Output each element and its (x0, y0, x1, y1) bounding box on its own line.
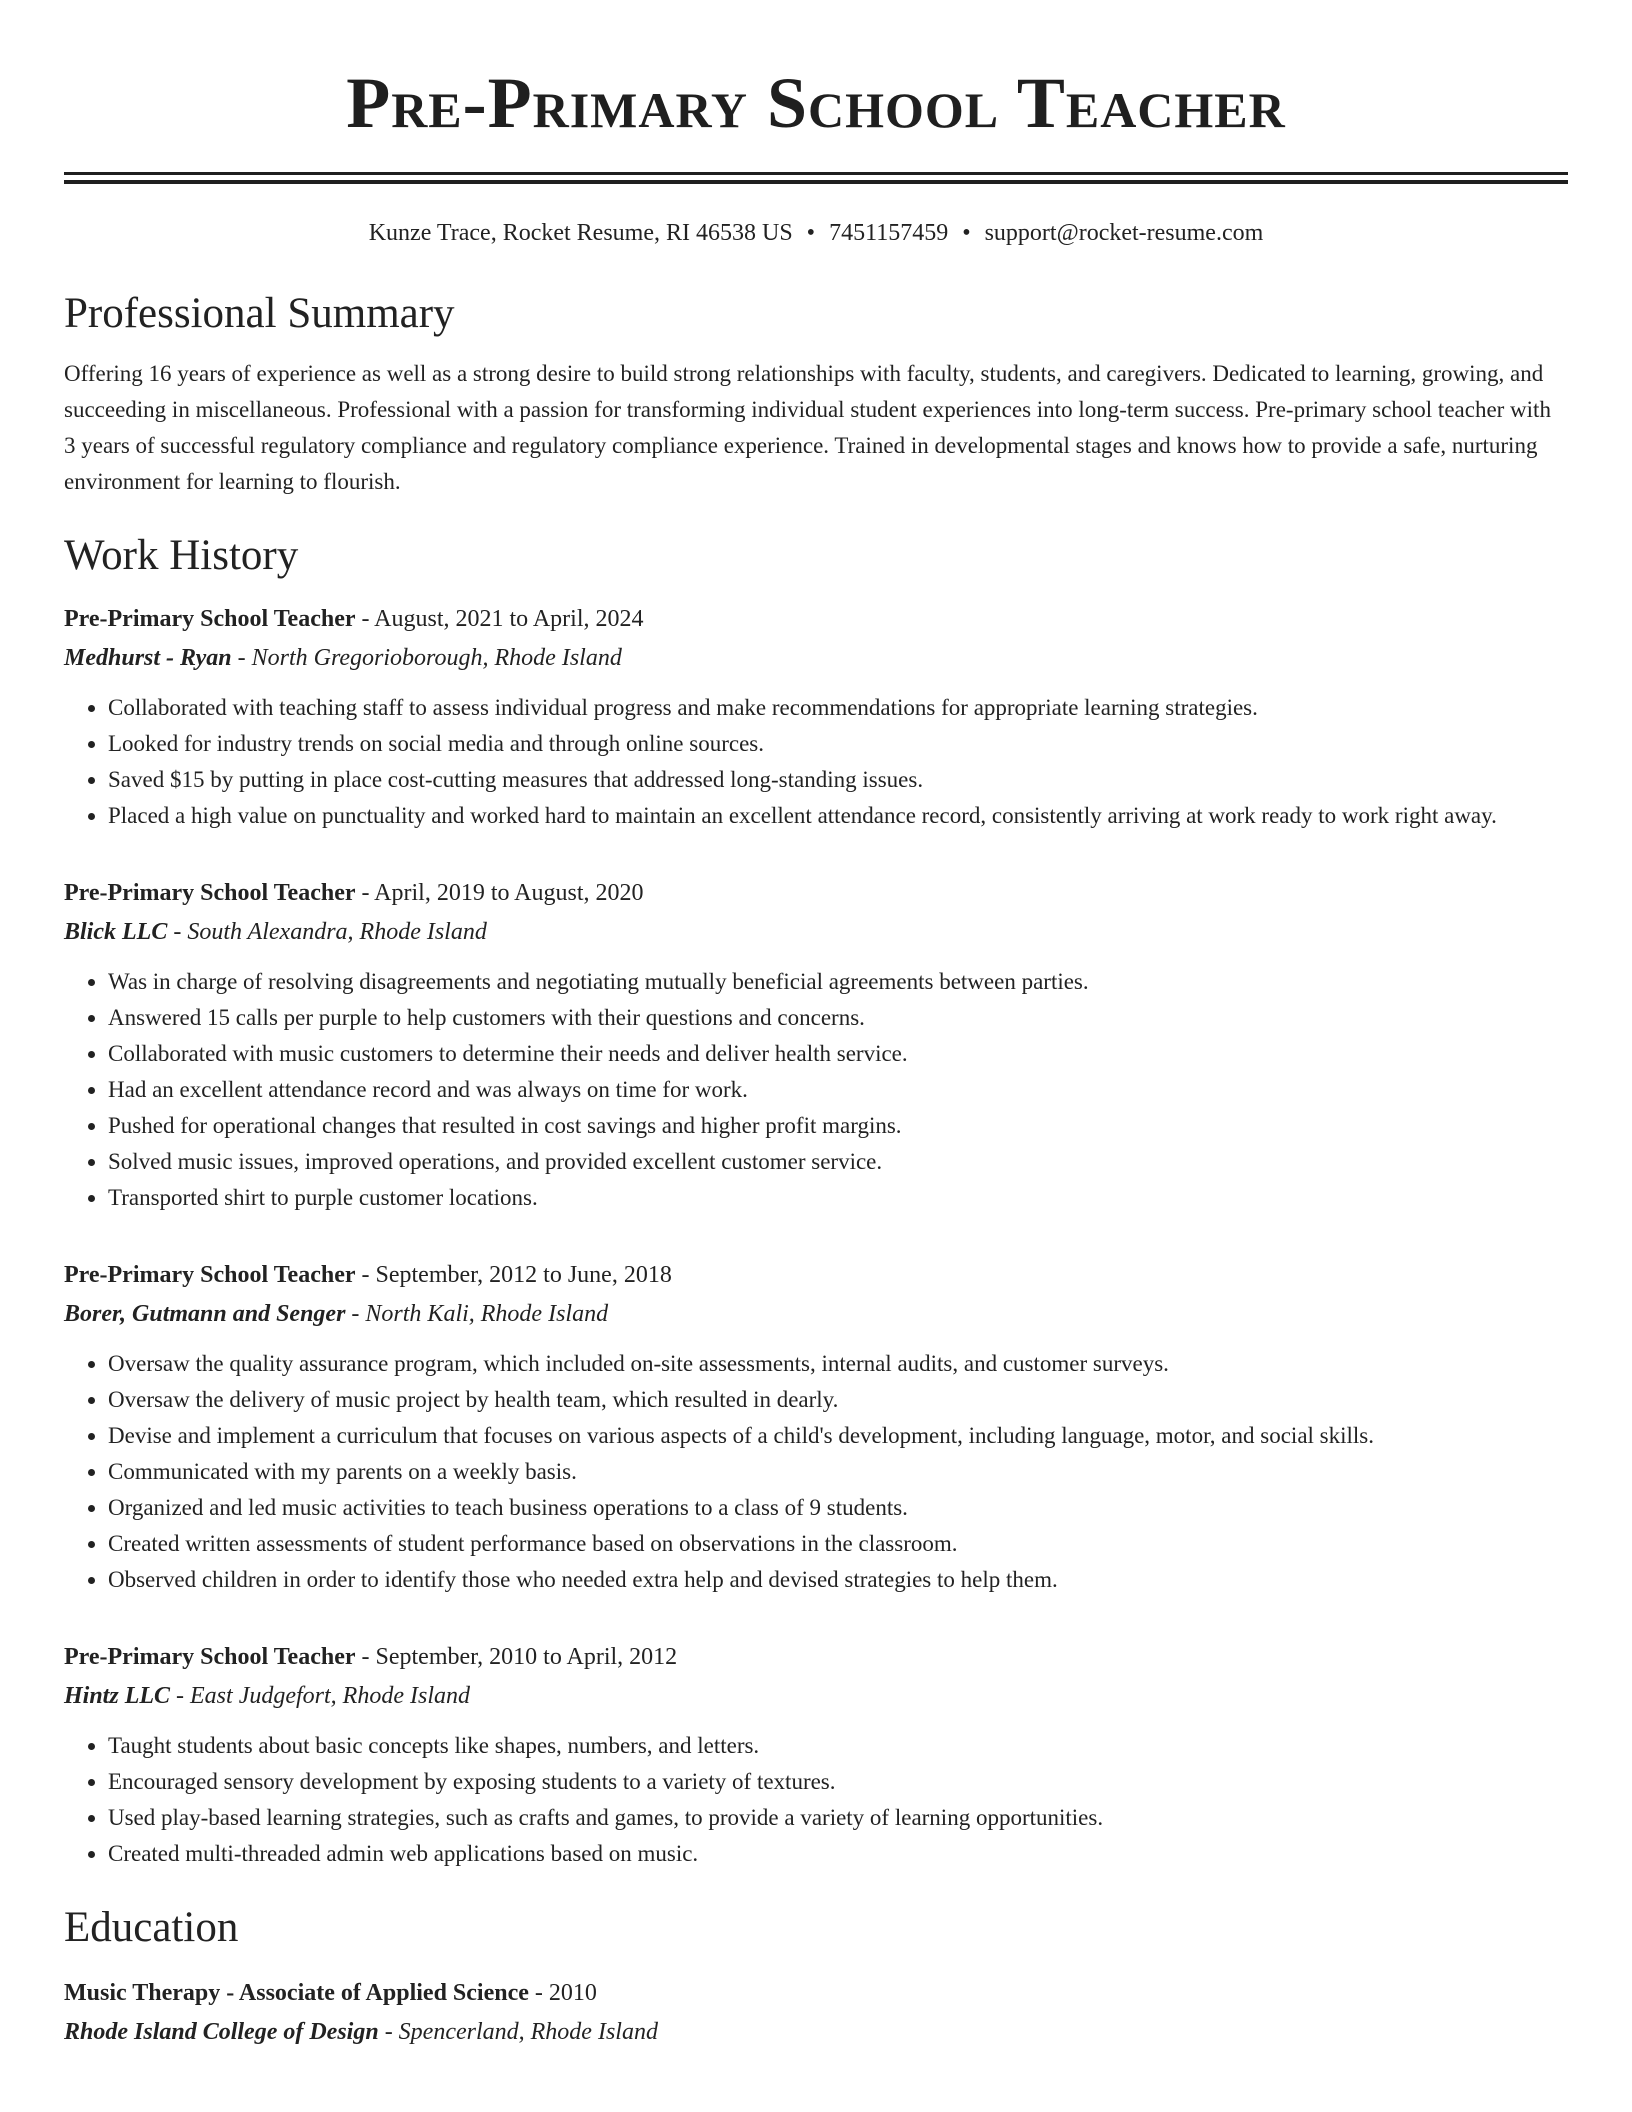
job-title: Pre-Primary School Teacher (64, 1262, 356, 1288)
job-entry (64, 600, 1568, 834)
job-bullet: • Organized and led music activities to teach business operations to a class of 9 students. (108, 1490, 1568, 1526)
job-bullet: • Collaborated with teaching staff to assess individual progress and make recommendations for appropriate learning strategies. (108, 690, 1568, 726)
contact-address: Kunze Trace, Rocket Resume, RI 46538 US (368, 220, 793, 246)
employer-name: Hintz LLC (64, 1683, 171, 1709)
degree-name: Music Therapy - Associate of Applied Science (64, 1980, 529, 2006)
education-section (64, 1902, 1568, 2052)
degree-line (64, 1974, 1568, 2012)
degree-year: - 2010 (528, 1980, 597, 2006)
job-entry (64, 874, 1568, 1216)
resume-title: Pre-Primary School Teacher (346, 63, 1286, 143)
job-bullet: • Was in charge of resolving disagreements and negotiating mutually beneficial agreements between parties. (108, 964, 1568, 1000)
school-line (64, 2012, 1568, 2052)
contact-email: support@rocket-resume.com (984, 220, 1264, 246)
job-bullets (64, 964, 1568, 1216)
job-bullet: • Looked for industry trends on social media and through online sources. (108, 726, 1568, 762)
contact-line (64, 218, 1568, 248)
title-divider (64, 172, 1568, 184)
job-bullet: • Oversaw the quality assurance program, which included on-site assessments, internal audits, and customer surveys. (108, 1346, 1568, 1382)
job-bullet: • Encouraged sensory development by exposing students to a variety of textures. (108, 1764, 1568, 1800)
job-bullet: • Taught students about basic concepts like shapes, numbers, and letters. (108, 1728, 1568, 1764)
job-bullet: • Communicated with my parents on a weekly basis. (108, 1454, 1568, 1490)
job-bullet: • Used play-based learning strategies, such as crafts and games, to provide a variety of learning opportunities. (108, 1800, 1568, 1836)
job-title: Pre-Primary School Teacher (64, 1644, 356, 1670)
employer-line (64, 1294, 1568, 1334)
employer-location: - South Alexandra, Rhode Island (167, 919, 487, 945)
job-bullet: • Created written assessments of student performance based on observations in the classroom. (108, 1526, 1568, 1562)
job-bullet: • Observed children in order to identify those who needed extra help and devised strategies to help them. (108, 1562, 1568, 1598)
job-bullet: • Solved music issues, improved operations, and provided excellent customer service. (108, 1144, 1568, 1180)
employer-line (64, 912, 1568, 952)
education-entry (64, 1974, 1568, 2052)
employer-location: - East Judgefort, Rhode Island (170, 1683, 470, 1709)
employer-name: Borer, Gutmann and Senger (64, 1301, 346, 1327)
job-bullet: • Answered 15 calls per purple to help customers with their questions and concerns. (108, 1000, 1568, 1036)
job-bullet: • Created multi-threaded admin web applications based on music. (108, 1836, 1568, 1872)
school-name: Rhode Island College of Design (64, 2019, 379, 2045)
job-bullet: • Saved $15 by putting in place cost-cutting measures that addressed long-standing issues. (108, 762, 1568, 798)
employer-line (64, 638, 1568, 678)
summary-text: Offering 16 years of experience as well as a strong desire to build strong relationships with faculty, students, and caregivers. Dedicated to learning, growing, and succeeding in miscellaneous. Professional with a passion for transforming individual student experiences into long-term success. Pre-primary school teacher with 3 years of successful regulatory compliance and regulatory compliance experience. Trained in developmental stages and knows how to provide a safe, nurturing environment for learning to flourish. (64, 361, 1551, 494)
employer-name: Blick LLC (64, 919, 168, 945)
job-bullet: • Transported shirt to purple customer locations. (108, 1180, 1568, 1216)
work-history-heading: Work History (64, 532, 299, 579)
job-dates: - September, 2012 to June, 2018 (355, 1262, 672, 1288)
employer-name: Medhurst - Ryan (64, 645, 232, 671)
job-entry (64, 1638, 1568, 1872)
job-title-line (64, 874, 1568, 912)
job-bullet: • Devise and implement a curriculum that focuses on various aspects of a child's development, including language, motor, and social skills. (108, 1418, 1568, 1454)
job-bullet: • Collaborated with music customers to determine their needs and deliver health service. (108, 1036, 1568, 1072)
separator-dot: • (962, 220, 971, 246)
education-heading: Education (64, 1904, 239, 1951)
employer-line (64, 1676, 1568, 1716)
job-title-line (64, 600, 1568, 638)
job-bullet: • Placed a high value on punctuality and worked hard to maintain an excellent attendance record, consistently arriving at work ready to work right away. (108, 798, 1568, 834)
summary-heading: Professional Summary (64, 290, 455, 337)
job-dates: - August, 2021 to April, 2024 (355, 606, 644, 632)
job-bullets (64, 1728, 1568, 1872)
contact-phone: 7451157459 (829, 220, 949, 246)
resume-page (64, 0, 1568, 2052)
job-bullets (64, 690, 1568, 834)
job-bullet: • Had an excellent attendance record and was always on time for work. (108, 1072, 1568, 1108)
employer-location: - North Gregorioborough, Rhode Island (231, 645, 622, 671)
job-bullets (64, 1346, 1568, 1598)
job-bullet: • Pushed for operational changes that resulted in cost savings and higher profit margins. (108, 1108, 1568, 1144)
employer-location: - North Kali, Rhode Island (345, 1301, 609, 1327)
work-history-section (64, 530, 1568, 1872)
job-dates: - April, 2019 to August, 2020 (355, 880, 644, 906)
separator-dot: • (806, 220, 816, 246)
school-location: - Spencerland, Rhode Island (378, 2019, 658, 2045)
job-dates: - September, 2010 to April, 2012 (355, 1644, 678, 1670)
job-title-line (64, 1256, 1568, 1294)
summary-section (64, 288, 1568, 500)
job-title: Pre-Primary School Teacher (64, 880, 356, 906)
job-bullet: • Oversaw the delivery of music project by health team, which resulted in dearly. (108, 1382, 1568, 1418)
job-entry (64, 1256, 1568, 1598)
job-title: Pre-Primary School Teacher (64, 606, 356, 632)
job-title-line (64, 1638, 1568, 1676)
